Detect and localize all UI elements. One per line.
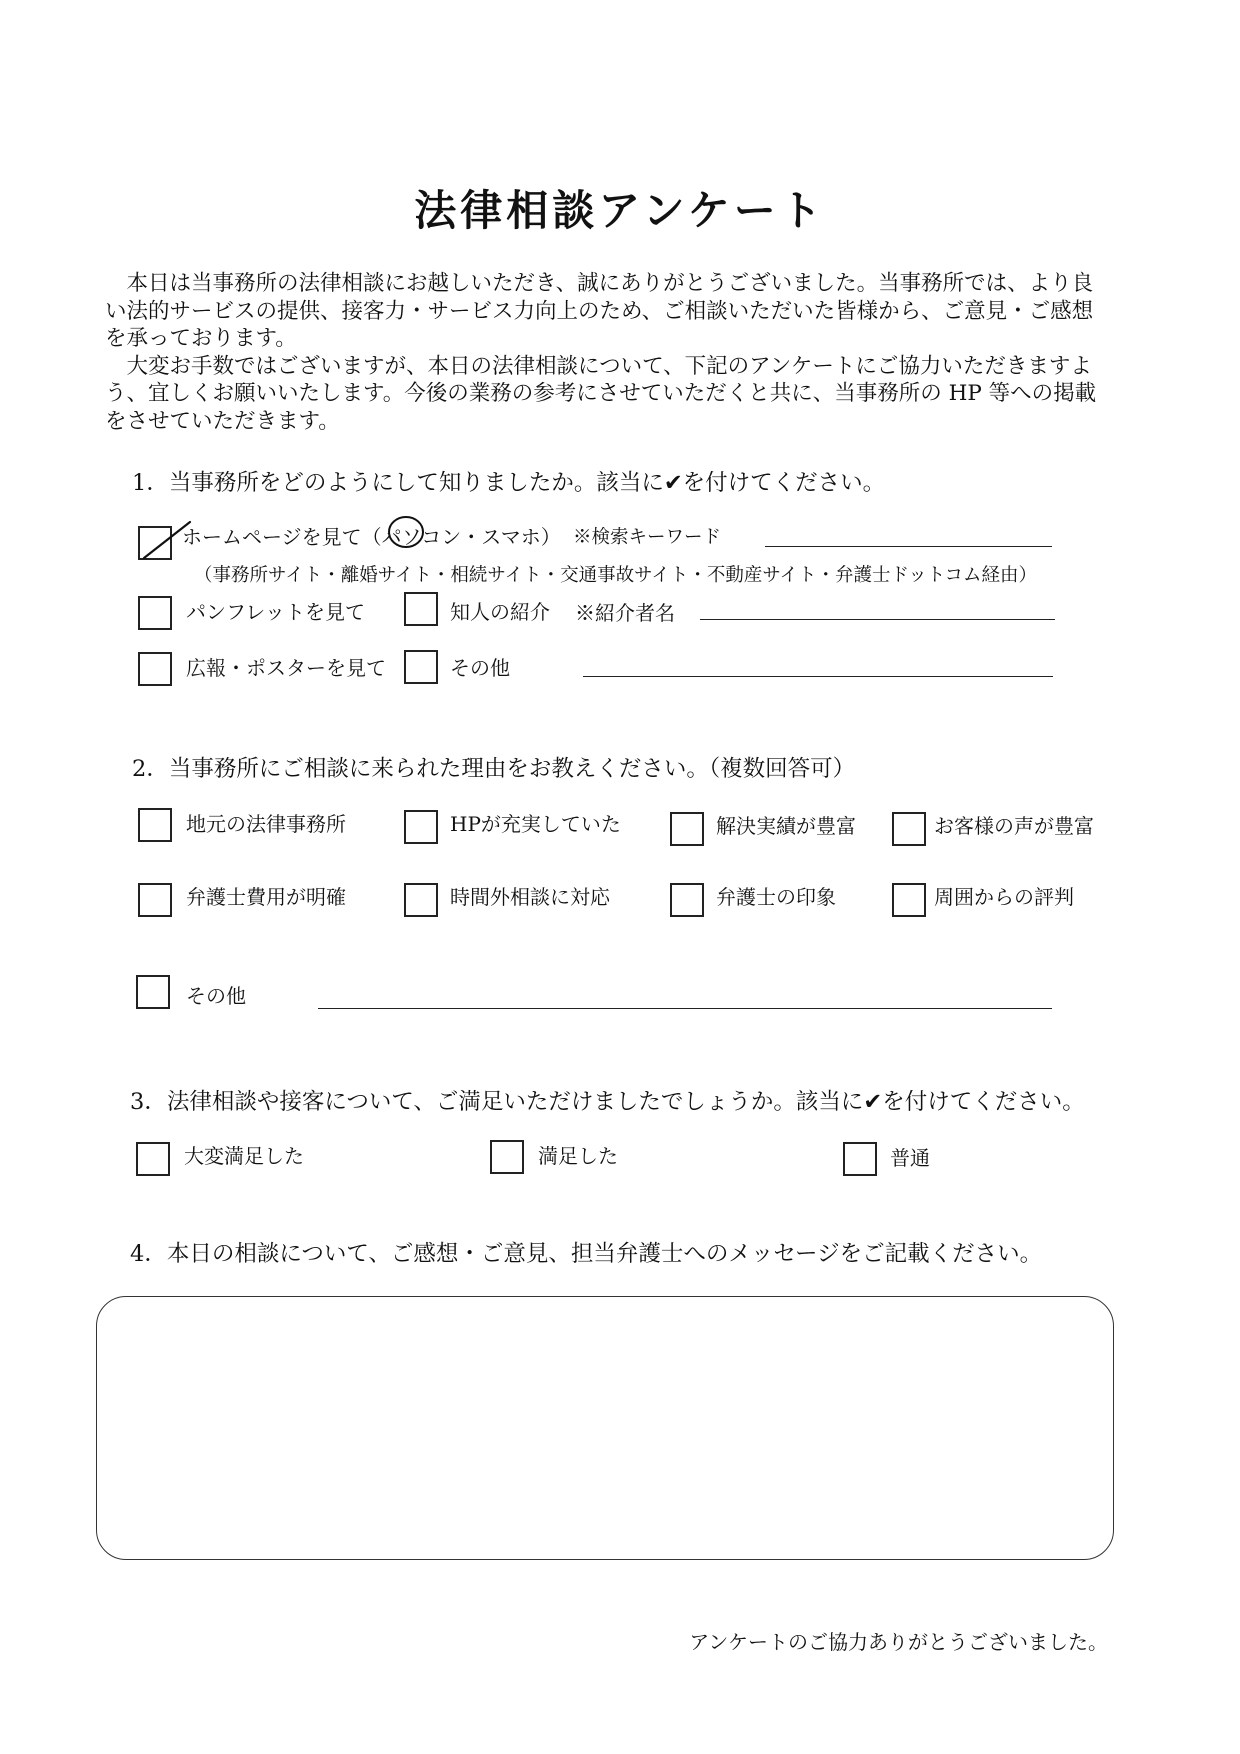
checkbox-acquaintance[interactable] xyxy=(404,592,438,626)
checkbox-pamphlet[interactable] xyxy=(138,596,172,630)
checkbox-neutral[interactable] xyxy=(843,1142,877,1176)
option-hp-content-label: HPが充実していた xyxy=(450,812,621,836)
option-homepage-label: ホームページを見て（パソコン・スマホ） xyxy=(182,525,561,549)
intro-paragraph-1: 本日は当事務所の法律相談にお越しいただき、誠にありがとうございました。当事務所では、より良い法的サービスの提供、接客力・サービス力向上のため、ご相談いただいた皆様から、ご意見・ご感想を承っております。 xyxy=(105,271,1094,351)
introducer-name-label: ※紹介者名 xyxy=(575,601,675,625)
option-clear-fees-label: 弁護士費用が明確 xyxy=(186,885,346,909)
checkbox-other-source[interactable] xyxy=(404,650,438,684)
search-keyword-field[interactable] xyxy=(765,546,1052,547)
checkbox-after-hours[interactable] xyxy=(404,883,438,917)
option-satisfied-label: 満足した xyxy=(538,1144,618,1168)
message-textarea[interactable] xyxy=(96,1296,1114,1560)
option-lawyer-impression-label: 弁護士の印象 xyxy=(716,885,836,909)
checkbox-hp-content[interactable] xyxy=(404,810,438,844)
other-reason-field[interactable] xyxy=(318,1008,1052,1009)
introducer-name-field[interactable] xyxy=(700,619,1055,620)
checkbox-satisfied[interactable] xyxy=(490,1140,524,1174)
question-1-heading: 1．当事務所をどのようにして知りましたか。該当に✔を付けてください。 xyxy=(132,470,886,496)
checkbox-lawyer-impression[interactable] xyxy=(670,883,704,917)
checkbox-clear-fees[interactable] xyxy=(138,883,172,917)
checkbox-other-reason[interactable] xyxy=(136,975,170,1009)
circle-mark xyxy=(384,512,428,552)
intro-paragraph-2: 大変お手数ではございますが、本日の法律相談について、下記のアンケートにご協力いただきますよう、宜しくお願いいたします。今後の業務の参考にさせていただくと共に、当事務所の HP 等への掲載をさせていただきます。 xyxy=(105,353,1097,434)
option-customer-voices-label: お客様の声が豊富 xyxy=(934,814,1094,838)
option-local-firm-label: 地元の法律事務所 xyxy=(186,812,346,836)
option-neutral-label: 普通 xyxy=(890,1146,930,1170)
option-pamphlet-label: パンフレットを見て xyxy=(186,600,365,624)
option-other-label: その他 xyxy=(450,656,510,680)
intro-text xyxy=(105,270,1105,435)
option-track-record-label: 解決実績が豊富 xyxy=(716,814,856,838)
other-source-field[interactable] xyxy=(583,676,1053,677)
checkbox-poster[interactable] xyxy=(138,652,172,686)
checkbox-very-satisfied[interactable] xyxy=(136,1142,170,1176)
checkbox-local-firm[interactable] xyxy=(138,808,172,842)
page-title: 法律相談アンケート xyxy=(414,186,826,235)
checkbox-customer-voices[interactable] xyxy=(892,812,926,846)
footer-thanks: アンケートのご協力ありがとうございました。 xyxy=(689,1630,1108,1654)
checkbox-reputation[interactable] xyxy=(892,883,926,917)
search-keyword-label: ※検索キーワード xyxy=(573,527,722,548)
option-after-hours-label: 時間外相談に対応 xyxy=(450,885,610,909)
question-2-heading: 2．当事務所にご相談に来られた理由をお教えください。（複数回答可） xyxy=(132,756,856,782)
option-poster-label: 広報・ポスターを見て xyxy=(186,656,386,680)
question-3-heading: 3．法律相談や接客について、ご満足いただけましたでしょうか。該当に✔を付けてください。 xyxy=(130,1089,1085,1115)
sites-note: （事務所サイト・離婚サイト・相続サイト・交通事故サイト・不動産サイト・弁護士ドットコム経由） xyxy=(194,565,1038,586)
option-acquaintance-label: 知人の紹介 xyxy=(450,600,550,624)
checkbox-track-record[interactable] xyxy=(670,812,704,846)
question-4-heading: 4．本日の相談について、ご感想・ご意見、担当弁護士へのメッセージをご記載ください。 xyxy=(130,1241,1043,1267)
option-very-satisfied-label: 大変満足した xyxy=(184,1144,304,1168)
option-reputation-label: 周囲からの評判 xyxy=(934,885,1074,909)
option-other-reason-label: その他 xyxy=(186,984,246,1008)
